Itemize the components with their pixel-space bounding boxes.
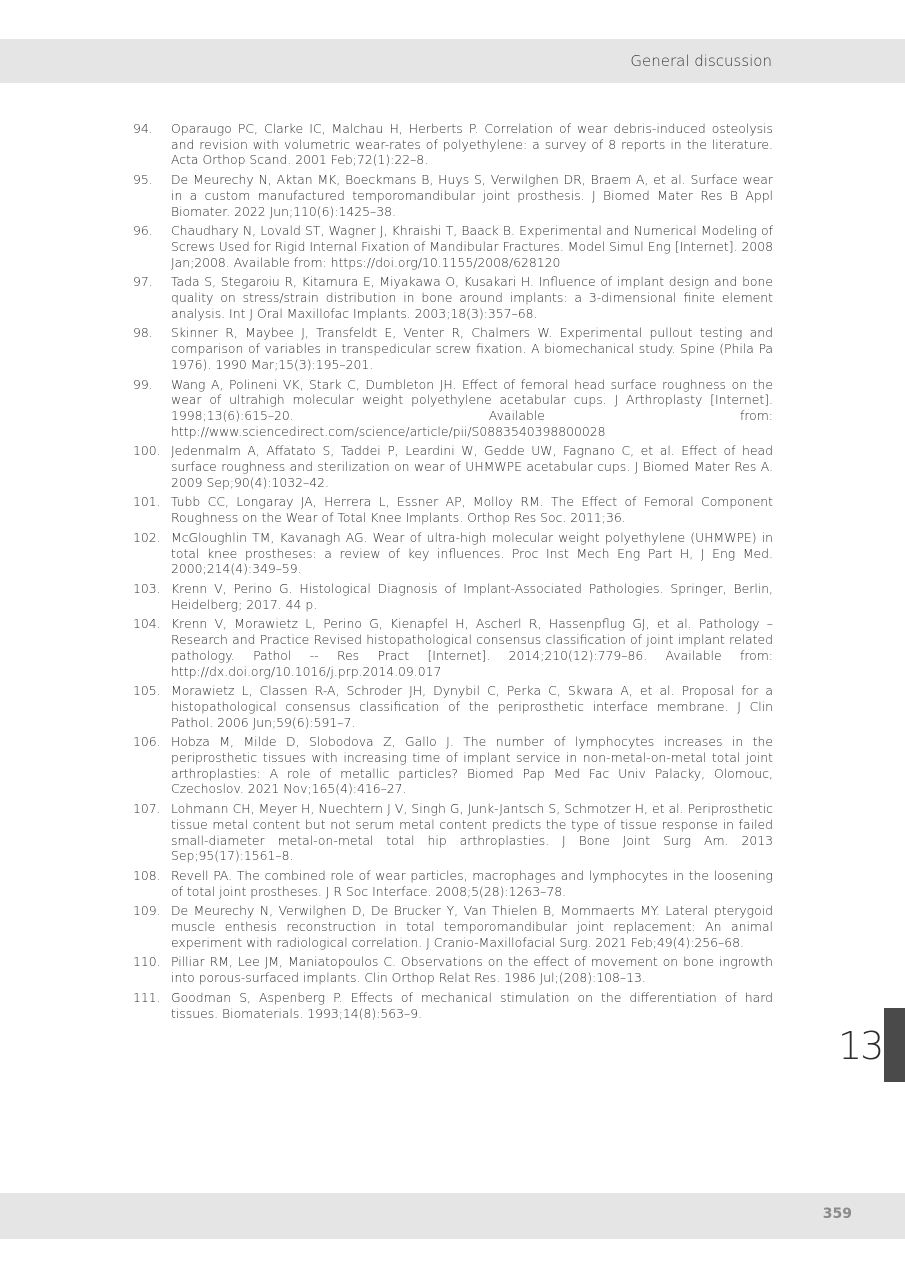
reference-text: Tubb CC, Longaray JA, Herrera L, Essner AP, Molloy RM. The Effect of Femoral Component Roughness on the Wear of Total Knee Implants. Orthop Res Soc. 2011;36.: [171, 494, 773, 526]
reference-text: Hobza M, Milde D, Slobodova Z, Gallo J. The number of lymphocytes increases in the periprosthetic tissues with increasing time of implant service in non-metal-on-metal total joint arthroplasties: A role of metallic particles? Biomed Pap Med Fac Univ Palacky, Olomouc, Czechoslov. 2021 Nov;165(4):416–27.: [171, 734, 773, 797]
reference-item: [133, 683, 773, 730]
reference-item: [133, 954, 773, 985]
reference-text: Oparaugo PC, Clarke IC, Malchau H, Herberts P. Correlation of wear debris-induced osteolysis and revision with volumetric wear-rates of polyethylene: a survey of 8 reports in the literature. Acta Orthop Scand. 2001 Feb;72(1):22–8.: [171, 121, 773, 168]
reference-text: McGloughlin TM, Kavanagh AG. Wear of ultra-high molecular weight polyethylene (UHMWPE) in total knee prostheses: a review of key influences. Proc Inst Mech Eng Part H, J Eng Med. 2000;214(4):349–59.: [171, 529, 773, 577]
reference-text: Lohmann CH, Meyer H, Nuechtern J V, Singh G, Junk-Jantsch S, Schmotzer H, et al. Periprosthetic tissue metal content but not serum metal content predicts the type of tissue response in failed small-diameter metal-on-metal total hip arthroplasties. J Bone Joint Surg Am. 2013 Sep;95(17):1561–8.: [171, 801, 773, 864]
reference-number: 94.: [133, 121, 153, 136]
reference-item: [133, 903, 773, 950]
reference-text: Krenn V, Perino G. Histological Diagnosis of Implant-Associated Pathologies. Springer, Berlin, Heidelberg; 2017. 44 p.: [171, 580, 773, 612]
reference-number: 106.: [133, 734, 161, 750]
chapter-tab: [884, 1008, 905, 1082]
reference-number: 95.: [133, 172, 153, 188]
reference-item: [133, 990, 773, 1021]
reference-number: 99.: [133, 376, 153, 392]
reference-list: [133, 121, 773, 1025]
reference-text: Pilliar RM, Lee JM, Maniatopoulos C. Observations on the effect of movement on bone ingrowth into porous-surfaced implants. Clin Orthop Relat Res. 1986 Jul;(208):108–13.: [171, 954, 773, 986]
reference-number: 97.: [133, 274, 153, 290]
reference-item: [133, 494, 773, 525]
reference-text: De Meurechy N, Aktan MK, Boeckmans B, Huys S, Verwilghen DR, Braem A, et al. Surface wear in a custom manufactured temporomandibular joint prosthesis. J Biomed Mater Res B Appl Biomater. 2022 Jun;110(6):1425–38.: [171, 172, 773, 219]
footer-band: [0, 1193, 905, 1239]
reference-text: Jedenmalm A, Affatato S, Taddei P, Leardini W, Gedde UW, Fagnano C, et al. Effect of head surface roughness and sterilization on wear of UHMWPE acetabular cups. J Biomed Mater Res A. 2009 Sep;90(4):1032–42.: [171, 443, 773, 490]
running-header-title: General discussion: [630, 52, 772, 70]
reference-number: 105.: [133, 683, 161, 699]
reference-item: [133, 121, 773, 168]
reference-number: 100.: [133, 443, 161, 459]
reference-item: [133, 616, 773, 679]
reference-number: 96.: [133, 223, 153, 239]
reference-item: [133, 734, 773, 797]
reference-number: 111.: [133, 989, 161, 1005]
chapter-number: 13: [838, 1024, 883, 1068]
reference-item: [133, 868, 773, 899]
reference-text: Goodman S, Aspenberg P. Effects of mechanical stimulation on the differentiation of hard tissues. Biomaterials. 1993;14(8):563–9.: [171, 989, 773, 1021]
reference-item: [133, 581, 773, 612]
reference-text: Tada S, Stegaroiu R, Kitamura E, Miyakawa O, Kusakari H. Influence of implant design and bone quality on stress/strain distribution in bone around implants: a 3-dimensional finite element analysis. Int J Oral Maxillofac Implants. 2003;18(3):357–68.: [171, 274, 773, 321]
reference-number: 102.: [133, 529, 161, 545]
reference-text: Krenn V, Morawietz L, Perino G, Kienapfel H, Ascherl R, Hassenpflug GJ, et al. Pathology – Research and Practice Revised histopathological consensus classification of joint implant related pathology. Pathol -- Res Pract [Internet]. 2014;210(12):779–86. Available from: http://dx.doi.org/10.1016/j.prp.2014.09.017: [171, 616, 773, 679]
reference-text: Morawietz L, Classen R-A, Schroder JH, Dynybil C, Perka C, Skwara A, et al. Proposal for a histopathological consensus classification of the periprosthetic interface membrane. J Clin Pathol. 2006 Jun;59(6):591–7.: [171, 683, 773, 730]
reference-item: [133, 377, 773, 440]
reference-number: 110.: [133, 954, 161, 970]
reference-number: 108.: [133, 867, 161, 883]
reference-number: 107.: [133, 801, 161, 817]
reference-text: Skinner R, Maybee J, Transfeldt E, Venter R, Chalmers W. Experimental pullout testing and comparison of variables in transpedicular screw fixation. A biomechanical study. Spine (Phila Pa 1976). 1990 Mar;15(3):195–201.: [171, 325, 773, 372]
reference-number: 104.: [133, 616, 161, 632]
reference-item: [133, 274, 773, 321]
reference-text: Wang A, Polineni VK, Stark C, Dumbleton JH. Effect of femoral head surface roughness on the wear of ultrahigh molecular weight polyethylene acetabular cups. J Arthroplasty [Internet]. 1998;13(6):615–20. Available from: http://www.sciencedirect.com/science/article/pii/S0883540398800028: [171, 376, 773, 439]
reference-item: [133, 443, 773, 490]
reference-number: 101.: [133, 494, 161, 510]
reference-item: [133, 223, 773, 270]
page-number: 359: [822, 1206, 852, 1222]
reference-item: [133, 325, 773, 372]
reference-text: Chaudhary N, Lovald ST, Wagner J, Khraishi T, Baack B. Experimental and Numerical Modeling of Screws Used for Rigid Internal Fixation of Mandibular Fractures. Model Simul Eng [Internet]. 2008 Jan;2008. Available from: https://doi.org/10.1155/2008/628120: [171, 223, 773, 270]
reference-text: De Meurechy N, Verwilghen D, De Brucker Y, Van Thielen B, Mommaerts MY. Lateral pterygoid muscle enthesis reconstruction in total temporomandibular joint replacement: An animal experiment with radiological correlation. J Cranio-Maxillofacial Surg. 2021 Feb;49(4):256–68.: [171, 903, 773, 950]
reference-item: [133, 530, 773, 577]
reference-item: [133, 172, 773, 219]
reference-number: 103.: [133, 580, 161, 596]
reference-text: Revell PA. The combined role of wear particles, macrophages and lymphocytes in the loosening of total joint prostheses. J R Soc Interface. 2008;5(28):1263–78.: [171, 867, 773, 899]
reference-number: 98.: [133, 325, 153, 341]
reference-number: 109.: [133, 903, 161, 919]
reference-item: [133, 801, 773, 864]
